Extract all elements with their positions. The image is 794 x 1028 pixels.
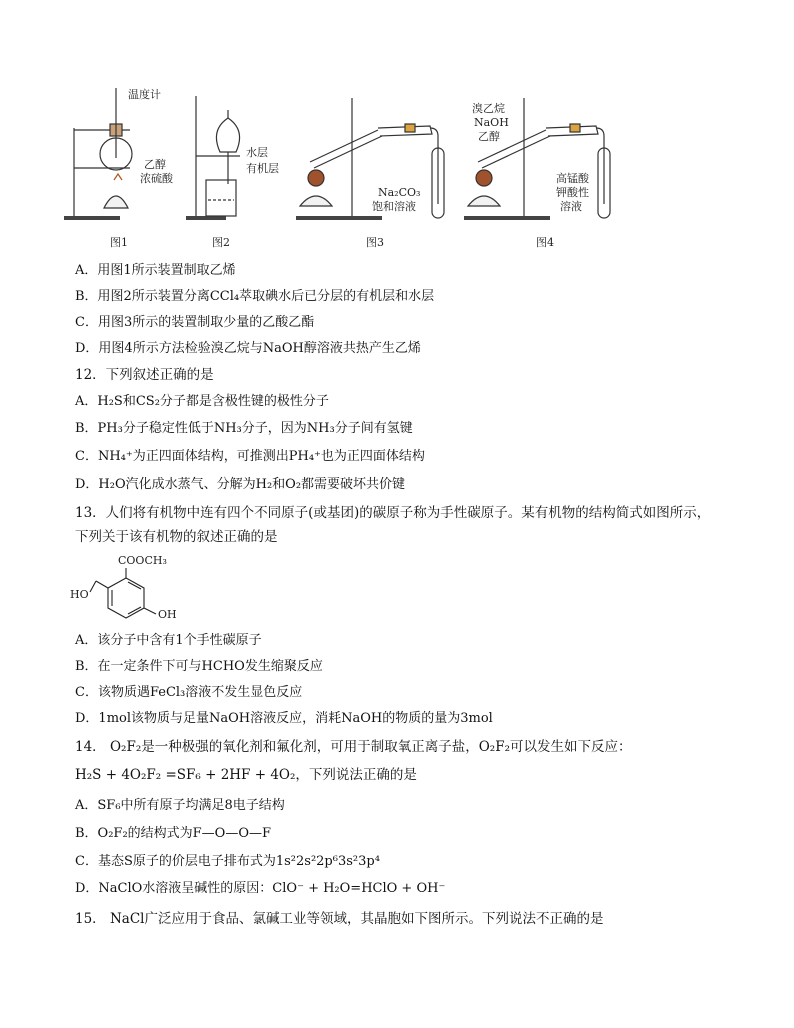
saturated-solution-label: 饱和溶液 <box>372 200 416 213</box>
thermometer-label: 温度计 <box>128 88 161 101</box>
molecule-structure <box>70 556 190 628</box>
fig-label-4: 图4 <box>536 236 554 249</box>
ethanol-label-2: 乙醇 <box>478 130 500 143</box>
fig-label-2: 图2 <box>212 236 230 249</box>
q11-option-d: D．用图4所示方法检验溴乙烷与NaOH醇溶液共热产生乙烯 <box>75 341 421 356</box>
q13-option-c: C．该物质遇FeCl₃溶液不发生显色反应 <box>75 685 303 700</box>
bromoethane-label: 溴乙烷 <box>472 102 505 115</box>
q14-option-b: B．O₂F₂的结构式为F—O—O—F <box>75 826 272 841</box>
q11-option-a: A．用图1所示装置制取乙烯 <box>75 263 236 278</box>
ho-label: HO <box>70 588 89 601</box>
cooch3-label: COOCH₃ <box>118 554 167 567</box>
permanganate-label-1: 高锰酸 <box>556 172 589 185</box>
q11-option-c: C．用图3所示的装置制取少量的乙酸乙酯 <box>75 315 315 330</box>
q13-stem-line1: 13．人们将有机物中连有四个不同原子(或基团)的碳原子称为手性碳原子。某有机物的结构简式如图所示， <box>75 505 711 521</box>
q14-option-a: A．SF₆中所有原子均满足8电子结构 <box>75 798 285 813</box>
q12-option-d: D．H₂O汽化成水蒸气、分解为H₂和O₂都需要破坏共价键 <box>75 477 406 492</box>
q12-option-c: C．NH₄⁺为正四面体结构，可推测出PH₄⁺也为正四面体结构 <box>75 449 425 464</box>
q14-option-c: C．基态S原子的价层电子排布式为1s²2s²2p⁶3s²3p⁴ <box>75 854 380 869</box>
ethanol-label: 乙醇 <box>144 158 166 171</box>
q12-option-b: B．PH₃分子稳定性低于NH₃分子，因为NH₃分子间有氢键 <box>75 421 413 436</box>
q12-stem: 12．下列叙述正确的是 <box>75 367 214 383</box>
fig-label-1: 图1 <box>110 236 128 249</box>
permanganate-label-3: 溶液 <box>560 200 582 213</box>
q14-stem-line1: 14． O₂F₂是一种极强的氧化剂和氟化剂，可用于制取氧正离子盐，O₂F₂可以发生如下反应： <box>75 739 632 755</box>
q12-option-a: A．H₂S和CS₂分子都是含极性键的极性分子 <box>75 394 329 409</box>
oh-label: OH <box>158 608 177 621</box>
sulfuric-acid-label: 浓硫酸 <box>140 172 173 185</box>
q13-option-b: B．在一定条件下可与HCHO发生缩聚反应 <box>75 659 323 674</box>
q13-option-a: A．该分子中含有1个手性碳原子 <box>75 633 262 648</box>
permanganate-label-2: 钾酸性 <box>556 186 589 199</box>
naoh-label: NaOH <box>474 116 509 129</box>
organic-layer-label: 有机层 <box>246 162 279 175</box>
q14-stem-line2: H₂S + 4O₂F₂ =SF₆ + 2HF + 4O₂，下列说法正确的是 <box>75 767 417 783</box>
q15-stem: 15． NaCl广泛应用于食品、氯碱工业等领域，其晶胞如下图所示。下列说法不正确的是 <box>75 911 604 927</box>
q13-stem-line2: 下列关于该有机物的叙述正确的是 <box>75 529 278 545</box>
na2co3-label: Na₂CO₃ <box>378 186 421 199</box>
q14-option-d: D．NaClO水溶液呈碱性的原因：ClO⁻ + H₂O=HClO + OH⁻ <box>75 881 446 896</box>
q11-option-b: B．用图2所示装置分离CCl₄萃取碘水后已分层的有机层和水层 <box>75 289 435 304</box>
apparatus-figure <box>60 88 620 250</box>
water-layer-label: 水层 <box>246 146 268 159</box>
fig-label-3: 图3 <box>366 236 384 249</box>
q13-option-d: D．1mol该物质与足量NaOH溶液反应，消耗NaOH的物质的量为3mol <box>75 711 493 726</box>
